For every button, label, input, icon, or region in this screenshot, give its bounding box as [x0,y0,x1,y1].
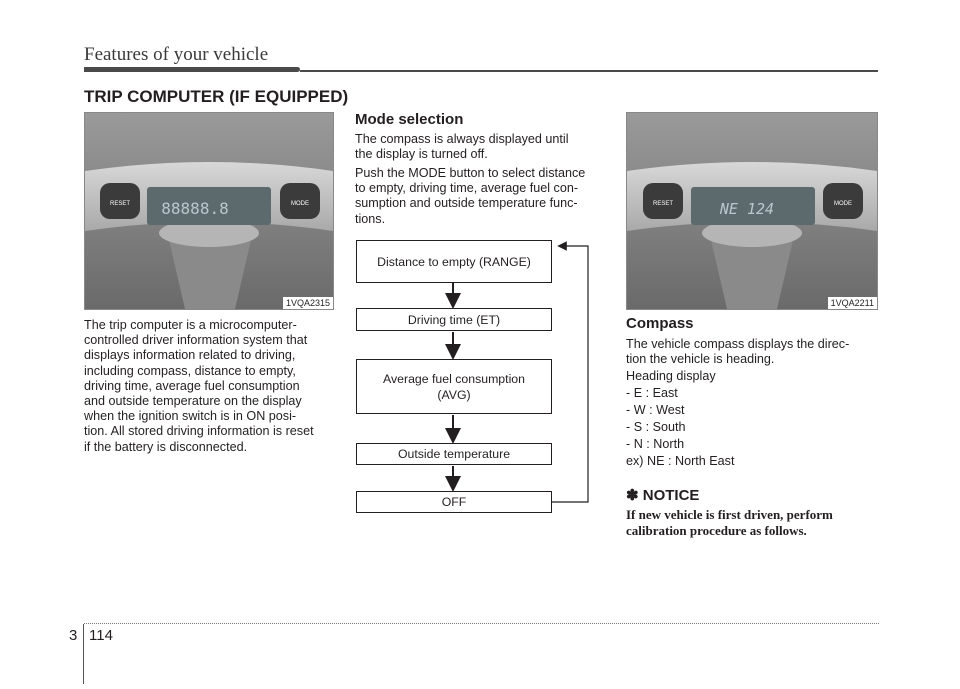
heading-list [626,368,734,470]
list-item: - E : East [626,386,678,400]
flow-arrows [340,235,600,520]
header-title: Features of your vehicle [84,44,269,65]
list-item: Heading display [626,369,716,383]
footer-rule [84,623,879,624]
mode-label-right: MODE [834,201,852,207]
flow-box-outside-temp: Outside temperature [356,443,552,465]
list-item: - N : North [626,437,685,451]
flow-box-range: Distance to empty (RANGE) [356,240,552,283]
compass-photo [626,112,878,310]
flow-box-driving-time: Driving time (ET) [356,308,552,331]
list-item: ex) NE : North East [626,454,735,468]
notice-title: NOTICE [642,487,700,504]
display-heading: NE 124 [719,200,775,218]
notice-text: If new vehicle is first driven, perform calibration procedure as follows. [626,507,833,538]
compass-paragraph: The vehicle compass displays the direc- tion the vehicle is heading. [626,337,850,367]
header-bar [84,67,300,72]
reset-label: RESET [109,201,131,207]
photo-code: 1VQA2315 [283,297,333,309]
notice-heading [626,486,699,504]
compass-heading: Compass [626,315,694,332]
flow-box-off: OFF [356,491,552,513]
flow-box-avg-fuel: Average fuel consumption (AVG) [356,359,552,414]
notice-icon: ✽ [626,487,639,504]
intro-paragraph: The trip computer is a microcomputer- controlled driver information system that displays information related to driving, including compass, distance to empty, driving time, average fuel consumption and outside temperature on the display when the ignition switch is in ON posi- tion. All stored driving information is reset if the battery is disconnected. [84,318,314,454]
mode-selection-heading: Mode selection [355,111,464,128]
list-item: - S : South [626,420,686,434]
section-title: TRIP COMPUTER (IF EQUIPPED) [84,87,349,106]
header-rule [300,70,878,72]
mode-paragraph-2: Push the MODE button to select distance to empty, driving time, average fuel con- sumption and outside temperature func- tions. [355,166,586,226]
chapter-number: 3 [69,627,78,644]
list-item: - W : West [626,403,685,417]
photo-code-right: 1VQA2211 [828,297,877,309]
mode-label: MODE [291,201,309,207]
trip-computer-photo [84,112,334,310]
display-digits: 88888.8 [161,199,229,218]
mode-paragraph-1: The compass is always displayed until the display is turned off. [355,132,569,162]
reset-label-right: RESET [652,201,674,207]
loop-arrow [552,246,588,502]
footer-divider [83,624,84,684]
page-number: 114 [89,627,113,644]
